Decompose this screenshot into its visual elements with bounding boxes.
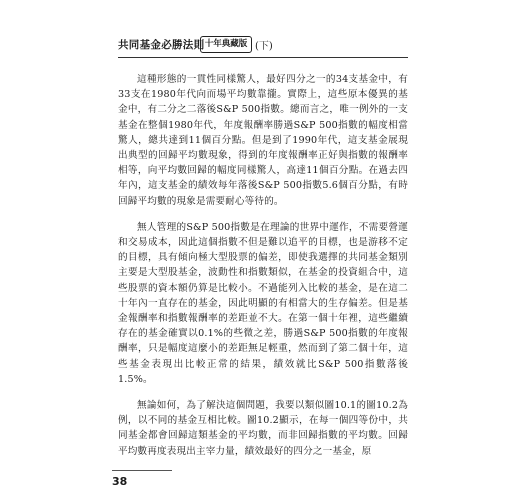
page-number: 38 [112,475,128,488]
volume-label: (下) [255,41,273,52]
footer-rule [112,470,172,471]
paragraph: 無人管理的S&P 500指數是在理論的世界中運作，不需要營運和交易成本，因此這個指數不但是難以追平的目標，也是游移不定的目標，具有傾向極大型股票的偏差，即使我選擇的共同基金類別主要是大型股基金，波動性和指數類似，在基金的投資組合中，這些股票的資本額仍算是比較小。不過能列入比較的基金，是在這二十年內一直存在的基金，因此明顯的有相當大的生存偏差。但是基金報酬率和指數報酬率的差距並不大。在第一個十年裡，這些繼續存在的基金確實以0.1%的些微之差，勝過S&P 500指數的年度報酬率，只是幅度這麼小的差距無足輕重，然而到了第二個十年，這些基金表現出比較正常的結果，績效就比S&P 500指數落後1.5%。 [118,221,408,385]
header-rule [118,57,408,58]
paragraph: 無論如何，為了解決這個問題，我要以類似圖10.1的圖10.2為例，以不同的基金互相比較。圖10.2顯示，在每一個四等份中，共同基金都會回歸這類基金的平均數，而非回歸指數的平均數。回歸平均數再度表現出主宰力量，績效最好的四分之一基金，原 [118,400,408,457]
book-title: 共同基金必勝法則 [118,39,205,51]
body-text [118,72,408,470]
paragraph: 這種形態的一貫性同樣驚人，最好四分之一的34支基金中，有33支在1980年代向而場平均數靠攏。實際上，這些原本優異的基金中，有二分之二落後S&P 500指數。總而言之，唯一例外的一支基金在整個1980年代，年度報酬率勝過S&P 500指數的幅度相當驚人，總共達到11個百分點。但是到了1990年代，這支基金展現出典型的回歸平均數現象，得到的年度報酬率正好與指數的報酬率相等，向平均數回歸的幅度同樣驚人，高達11個百分點。在過去四年內，這支基金的績效每年落後S&P 500指數5.6個百分點，有時回歸平均數的現象是需要耐心等待的。 [118,74,408,207]
running-header [118,36,418,54]
edition-badge: 十年典藏版 [200,36,252,53]
